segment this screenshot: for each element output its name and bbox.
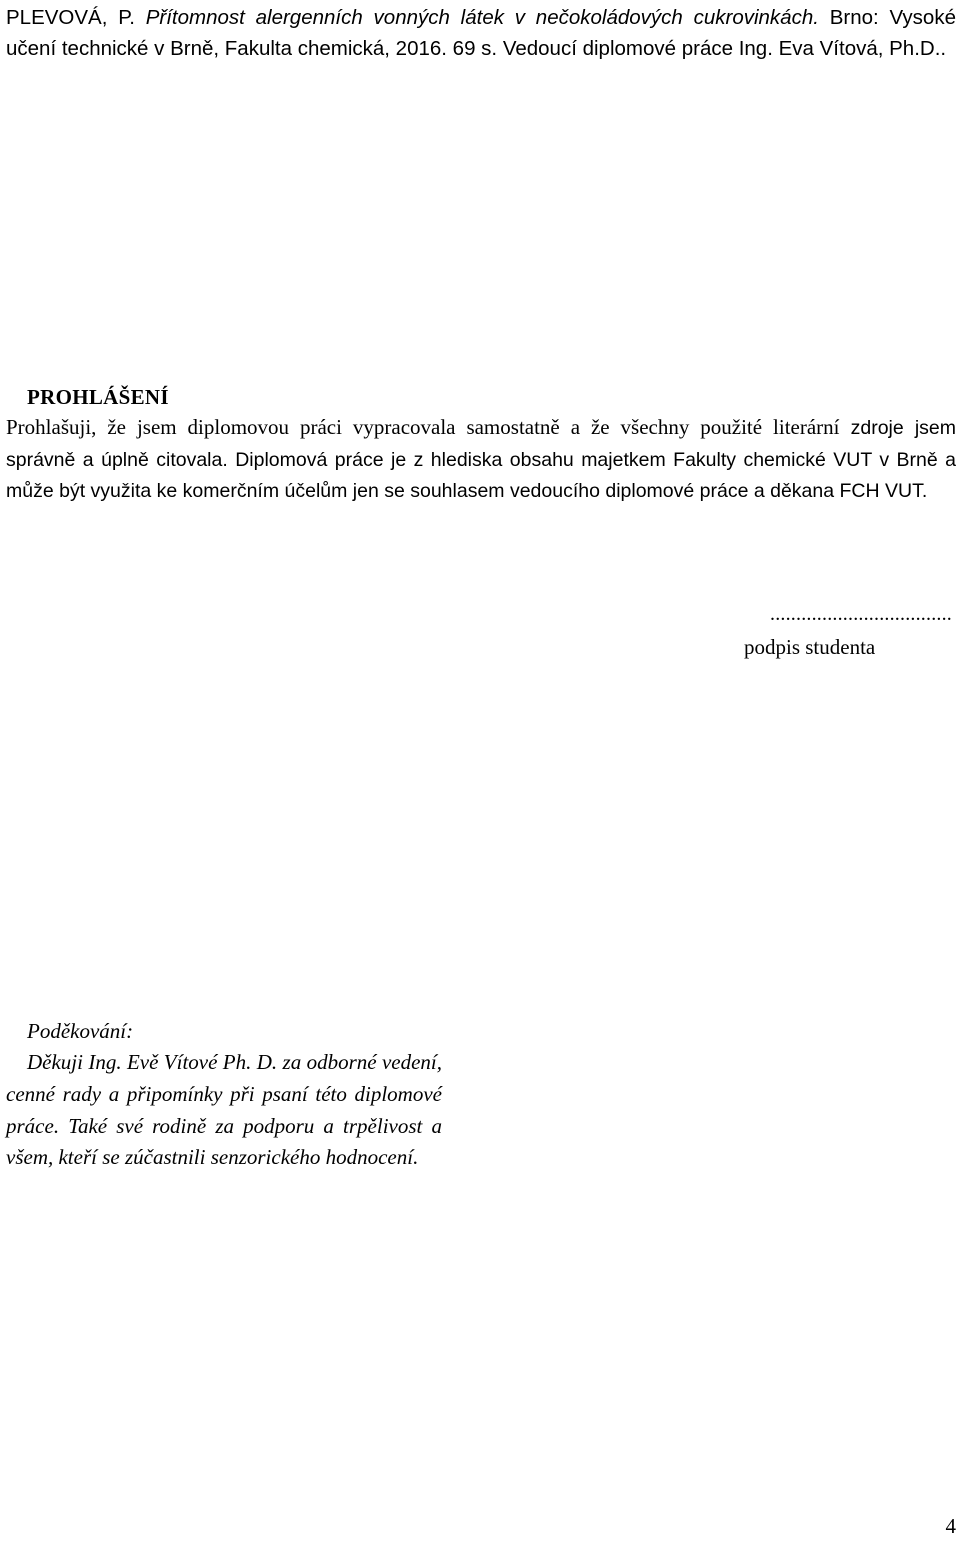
declaration-text-rest: zdroje jsem správně a úplně citovala. Diplomová práce je z hlediska obsahu majetkem Fakulty chemické VUT v Brně a může být využita ke komerčním účelům jen se souhlasem vedoucího diplomové práce a děkana FCH VUT. (6, 417, 956, 502)
citation-title: Přítomnost alergenních vonných látek v nečokoládových cukrovinkách. (145, 6, 819, 29)
citation-publication: Brno: Vysoké učení technické v Brně, Fakulta chemická, 2016. 69 s. Vedoucí diplomové práce Ing. Eva Vítová, Ph.D.. (6, 6, 956, 60)
page-number: 4 (945, 1514, 956, 1538)
citation-author: PLEVOVÁ, P. (6, 6, 135, 29)
declaration-text-first: Prohlašuji, že jsem diplomovou práci vypracovala samostatně a že všechny použité literární (6, 415, 840, 439)
declaration-text (6, 412, 956, 508)
signature-line: ................................... (770, 603, 952, 625)
acknowledgement-text: Děkuji Ing. Evě Vítové Ph. D. za odborné vedení, cenné rady a připomínky při psaní této diplomové práce. Také své rodině za podporu a trpělivost a všem, kteří se zúčastnili senzorického hodnocení. (6, 1050, 442, 1170)
declaration-heading: PROHLÁŠENÍ (27, 385, 169, 409)
signature-label: podpis studenta (744, 635, 876, 659)
citation (6, 2, 956, 64)
acknowledgement-heading: Poděkování: (27, 1019, 134, 1043)
